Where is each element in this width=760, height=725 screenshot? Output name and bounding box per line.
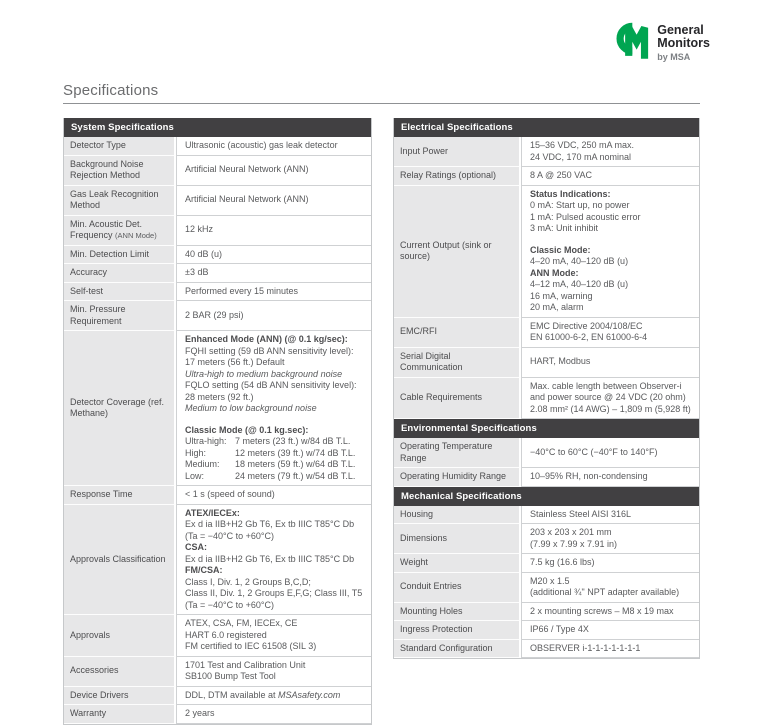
text-segment: Cable Requirements (400, 392, 483, 402)
section-header: Mechanical Specifications (394, 487, 699, 506)
spec-value (176, 156, 371, 186)
value-line (530, 302, 693, 314)
text-segment: 2 BAR (29 psi) (185, 309, 244, 320)
value-line (185, 392, 365, 404)
value-line (185, 310, 365, 322)
text-segment: Artificial Neural Network (ANN) (185, 164, 309, 175)
value-line (530, 279, 693, 291)
text-segment: < 1 s (speed of sound) (185, 489, 275, 499)
text-segment: Status Indications: (530, 188, 611, 199)
text-segment: 7 meters (23 ft.) w/84 dB T.L. (235, 436, 351, 446)
value-line (530, 624, 693, 636)
value-line (530, 212, 693, 224)
spec-row (394, 438, 699, 468)
spec-label (394, 137, 521, 167)
spec-value (521, 137, 699, 167)
text-segment: FQLO setting (54 dB ANN sensitivity level): (185, 380, 357, 390)
text-segment: (Ta = −40°C to +60°C) (185, 530, 274, 541)
spec-value (176, 615, 371, 657)
text-segment: Relay Ratings (optional) (400, 170, 497, 180)
text-segment: Accuracy (70, 267, 108, 277)
text-segment: Current Output (sink or source) (400, 239, 492, 261)
text-segment: Accessories (70, 665, 119, 676)
text-segment: 4–12 mA, 40–120 dB (u) (530, 279, 629, 289)
value-line (530, 256, 693, 268)
logo-name-line2: Monitors (657, 36, 710, 50)
value-line (185, 489, 365, 501)
spec-row (394, 318, 699, 348)
text-segment: Serial Digital Communication (400, 350, 463, 372)
spec-label (64, 687, 176, 706)
value-line (530, 189, 693, 201)
value-line (185, 588, 365, 600)
spec-row (394, 640, 699, 659)
spec-label (394, 468, 521, 487)
value-line (530, 223, 693, 235)
value-line (530, 268, 693, 280)
spec-row (64, 283, 371, 302)
spec-value (176, 137, 371, 156)
spec-value (521, 348, 699, 378)
value-line (185, 346, 365, 358)
text-segment: EMC Directive 2004/108/EC (530, 320, 643, 331)
system-spec-table (63, 118, 372, 725)
value-line (530, 587, 693, 599)
value-line (185, 436, 365, 448)
text-segment: Gas Leak Recognition Method (70, 188, 159, 210)
value-line (530, 200, 693, 212)
value-line (185, 671, 365, 683)
text-segment: 40 dB (u) (185, 248, 223, 259)
spec-row (394, 137, 699, 167)
spec-value (521, 468, 699, 487)
spec-row (64, 687, 371, 706)
spec-row (394, 554, 699, 573)
text-segment: Class I, Div. 1, 2 Groups B,C,D; (185, 576, 311, 587)
value-line (185, 459, 365, 471)
value-line (530, 170, 693, 182)
value-line (185, 164, 365, 176)
text-segment: (ANN Mode) (115, 231, 157, 240)
value-line (530, 557, 693, 569)
spec-row (394, 506, 699, 525)
spec-value (521, 186, 699, 318)
value-line (185, 508, 365, 520)
spec-label (64, 137, 176, 156)
page-title: Specifications (63, 82, 159, 99)
value-line (185, 224, 365, 236)
text-segment: 10–95% RH, non-condensing (530, 471, 648, 481)
text-segment: 3 mA: Unit inhibit (530, 223, 599, 233)
general-monitors-logo (605, 17, 710, 68)
gm-monogram-icon (605, 17, 651, 68)
text-segment: Performed every 15 minutes (185, 285, 299, 296)
text-segment: Approvals Classification (70, 553, 166, 564)
text-segment: Detector Type (70, 140, 126, 150)
spec-label (394, 378, 521, 420)
electrical-env-mech-spec-table (393, 118, 700, 659)
spec-row (394, 348, 699, 378)
text-segment: Ultra-high to medium background noise (185, 368, 343, 379)
text-segment: 8 A @ 250 VAC (530, 170, 593, 180)
spec-value (521, 554, 699, 573)
spec-value (176, 186, 371, 216)
spec-label (64, 486, 176, 505)
spec-label (394, 167, 521, 186)
value-line (185, 194, 365, 206)
text-segment: ANN Mode: (530, 267, 579, 278)
spec-value (521, 603, 699, 622)
text-segment: 20 mA, alarm (530, 302, 584, 312)
spec-value (521, 378, 699, 420)
spec-row (64, 156, 371, 186)
text-segment: 2 years (185, 708, 215, 718)
text-segment: 4–20 mA, 40–120 dB (u) (530, 256, 629, 266)
spec-value (521, 318, 699, 348)
text-segment: Min. Pressure Requirement (70, 304, 126, 326)
text-segment: Dimensions (400, 532, 448, 543)
text-segment: Artificial Neural Network (ANN) (185, 194, 309, 205)
value-line (530, 291, 693, 303)
spec-row (394, 167, 699, 186)
spec-label (64, 264, 176, 283)
spec-label (64, 705, 176, 724)
spec-label (394, 438, 521, 468)
text-segment: CSA: (185, 542, 207, 552)
spec-label (64, 283, 176, 302)
text-segment: 12 meters (39 ft.) w/74 dB T.L. (235, 447, 356, 458)
value-line (185, 708, 365, 720)
text-segment: (additional ¾" NPT adapter available) (530, 587, 680, 597)
text-segment: ATEX/IECEx: (185, 507, 240, 518)
text-segment: 17 meters (56 ft.) Default (185, 357, 285, 367)
value-line (185, 577, 365, 589)
text-segment: EN 61000-6-2, EN 61000-6-4 (530, 332, 648, 342)
text-segment: Ultra-high: (185, 436, 227, 446)
text-segment: 2.08 mm² (14 AWG) – 1,809 m (5,928 ft) (530, 403, 691, 414)
text-segment: Low: (185, 470, 205, 481)
text-segment: 28 meters (92 ft.) (185, 391, 254, 402)
text-segment: Input Power (400, 145, 449, 156)
spec-value (521, 167, 699, 186)
spec-row (64, 657, 371, 687)
text-segment: 7.5 kg (16.6 lbs) (530, 557, 595, 567)
text-segment: Medium to low background noise (185, 403, 317, 413)
spec-row (394, 603, 699, 622)
text-segment: Enhanced Mode (ANN) (@ 0.1 kg/sec): (185, 334, 348, 344)
value-line (185, 380, 365, 392)
text-segment: ±3 dB (185, 267, 209, 277)
blank-line (530, 235, 693, 245)
value-line (185, 630, 365, 642)
text-segment: Classic Mode: (530, 244, 591, 255)
spec-value (521, 524, 699, 554)
text-segment: HART 6.0 registered (185, 629, 267, 640)
spec-label (64, 186, 176, 216)
value-line (530, 152, 693, 164)
value-line (530, 643, 693, 655)
value-line (185, 334, 365, 346)
spec-value (176, 331, 371, 486)
value-line (530, 527, 693, 539)
text-segment: ATEX, CSA, FM, IECEx, CE (185, 618, 298, 628)
text-segment: Weight (400, 557, 428, 567)
spec-label (64, 657, 176, 687)
text-segment: Max. cable length between Observer-i (530, 380, 682, 391)
value-line (530, 140, 693, 152)
spec-value (521, 640, 699, 659)
value-line (185, 249, 365, 261)
spec-value (176, 687, 371, 706)
text-segment: 15–36 VDC, 250 mA max. (530, 140, 635, 150)
text-segment: −40°C to 60°C (−40°F to 140°F) (530, 446, 658, 457)
spec-row (64, 137, 371, 156)
value-line (185, 267, 365, 279)
value-line (185, 618, 365, 630)
spec-row (394, 378, 699, 420)
section-header: System Specifications (64, 118, 371, 137)
spec-value (176, 301, 371, 331)
spec-label (394, 554, 521, 573)
text-segment: Classic Mode (@ 0.1 kg.sec): (185, 424, 309, 435)
spec-label (394, 318, 521, 348)
spec-value (521, 506, 699, 525)
value-line (530, 356, 693, 368)
text-segment: OBSERVER i-1-1-1-1-1-1-1 (530, 642, 641, 653)
text-segment: Mounting Holes (400, 605, 463, 616)
spec-label (64, 216, 176, 246)
value-line (530, 606, 693, 618)
spec-label (394, 348, 521, 378)
value-line (185, 403, 365, 415)
text-segment: Detector Coverage (ref. Methane) (70, 396, 165, 418)
text-segment: High: (185, 447, 207, 458)
spec-tables (63, 118, 700, 725)
value-line (185, 641, 365, 653)
spec-row (394, 468, 699, 487)
spec-value (521, 621, 699, 640)
spec-row (64, 505, 371, 616)
text-segment: Ingress Protection (400, 624, 473, 634)
value-line (530, 332, 693, 344)
spec-label (394, 186, 521, 318)
text-segment: Warranty (70, 708, 107, 718)
value-line (530, 471, 693, 483)
text-segment: 2 x mounting screws – M8 x 19 max (530, 605, 674, 616)
blank-line (185, 415, 365, 425)
value-line (530, 447, 693, 459)
spec-label (64, 156, 176, 186)
text-segment: Background Noise Rejection Method (70, 158, 144, 180)
value-line (185, 140, 365, 152)
spec-value (176, 505, 371, 616)
section-header: Environmental Specifications (394, 419, 699, 438)
spec-row (64, 486, 371, 505)
value-line (530, 321, 693, 333)
spec-row (64, 301, 371, 331)
text-segment: Operating Temperature Range (400, 441, 493, 463)
spec-row (64, 186, 371, 216)
text-segment: (7.99 x 7.99 x 7.91 in) (530, 538, 618, 549)
spec-value (176, 264, 371, 283)
text-segment: Medium: (185, 459, 220, 469)
text-segment: 0 mA: Start up, no power (530, 200, 630, 210)
text-segment: DDL, DTM available at (185, 689, 279, 700)
spec-value (521, 573, 699, 603)
logo-byline: by MSA (657, 51, 691, 62)
text-segment: Response Time (70, 489, 133, 499)
text-segment: (Ta = −40°C to +60°C) (185, 599, 274, 610)
text-segment: Operating Humidity Range (400, 471, 507, 481)
value-line (530, 539, 693, 551)
text-segment: 24 meters (79 ft.) w/54 dB T.L. (235, 470, 356, 481)
text-segment: Housing (400, 508, 434, 519)
spec-label (64, 505, 176, 616)
value-line (185, 542, 365, 554)
text-segment: 18 meters (59 ft.) w/64 dB T.L. (235, 459, 356, 469)
spec-value (176, 246, 371, 265)
text-segment: Min. Detection Limit (70, 248, 150, 259)
text-segment: FQHI setting (59 dB ANN sensitivity level): (185, 345, 354, 356)
value-line (185, 369, 365, 381)
value-line (185, 660, 365, 672)
value-line (185, 448, 365, 460)
logo-text (657, 24, 710, 62)
spec-value (176, 216, 371, 246)
value-line (185, 600, 365, 612)
text-segment: Conduit Entries (400, 581, 462, 592)
spec-row (394, 186, 699, 318)
text-segment: HART, Modbus (530, 356, 591, 367)
text-segment: FM certified to IEC 61508 (SIL 3) (185, 641, 317, 651)
text-segment: 12 kHz (185, 224, 214, 235)
value-line (185, 531, 365, 543)
text-segment: 24 VDC, 170 mA nominal (530, 151, 632, 162)
text-segment: 203 x 203 x 201 mm (530, 527, 612, 537)
value-line (530, 381, 693, 393)
spec-value (176, 657, 371, 687)
spec-row (394, 524, 699, 554)
spec-value (176, 283, 371, 302)
logo-name-line1: General (657, 22, 704, 37)
spec-value (521, 438, 699, 468)
text-segment: IP66 / Type 4X (530, 624, 589, 634)
spec-row (64, 216, 371, 246)
spec-row (64, 615, 371, 657)
text-segment: Ex d ia IIB+H2 Gb T6, Ex tb IIIC T85°C Db (185, 519, 355, 529)
spec-row (394, 621, 699, 640)
value-line (185, 565, 365, 577)
value-line (530, 509, 693, 521)
spec-value (176, 486, 371, 505)
spec-row (64, 264, 371, 283)
spec-label (64, 246, 176, 265)
text-segment: 1 mA: Pulsed acoustic error (530, 211, 641, 222)
spec-label (64, 331, 176, 486)
spec-label (64, 301, 176, 331)
text-segment: SB100 Bump Test Tool (185, 671, 276, 681)
text-segment: Class II, Div. 1, 2 Groups E,F,G; Class III, T5 (185, 588, 363, 598)
text-segment: MSAsafety.com (278, 689, 341, 700)
spec-label (394, 603, 521, 622)
text-segment: Approvals (70, 629, 111, 640)
text-segment: 1701 Test and Calibration Unit (185, 659, 306, 670)
value-line (185, 554, 365, 566)
value-line (530, 404, 693, 416)
text-segment: 16 mA, warning (530, 290, 593, 301)
text-segment: Self-test (70, 285, 104, 296)
value-line (530, 245, 693, 257)
text-segment: and power source @ 24 VDC (20 ohm) (530, 392, 686, 402)
value-line (185, 471, 365, 483)
spec-row (64, 705, 371, 724)
text-segment: Ultrasonic (acoustic) gas leak detector (185, 140, 338, 150)
value-line (530, 392, 693, 404)
value-line (185, 425, 365, 437)
text-segment: Ex d ia IIB+H2 Gb T6, Ex tb IIIC T85°C Db (185, 553, 355, 564)
title-rule (63, 103, 700, 104)
text-segment: Min. Acoustic Det. Frequency (70, 218, 143, 240)
spec-label (394, 524, 521, 554)
value-line (185, 357, 365, 369)
spec-row (394, 573, 699, 603)
text-segment: EMC/RFI (400, 326, 437, 337)
value-line (530, 576, 693, 588)
text-segment: Standard Configuration (400, 642, 493, 653)
spec-row (64, 246, 371, 265)
spec-label (394, 621, 521, 640)
value-line (185, 690, 365, 702)
spec-label (394, 640, 521, 659)
text-segment: Device Drivers (70, 689, 129, 700)
text-segment: FM/CSA: (185, 565, 223, 575)
spec-label (394, 573, 521, 603)
value-line (185, 519, 365, 531)
spec-row (64, 331, 371, 486)
spec-label (394, 506, 521, 525)
text-segment: Stainless Steel AISI 316L (530, 508, 632, 519)
spec-label (64, 615, 176, 657)
value-line (185, 286, 365, 298)
text-segment: M20 x 1.5 (530, 575, 570, 586)
section-header: Electrical Specifications (394, 118, 699, 137)
spec-value (176, 705, 371, 724)
